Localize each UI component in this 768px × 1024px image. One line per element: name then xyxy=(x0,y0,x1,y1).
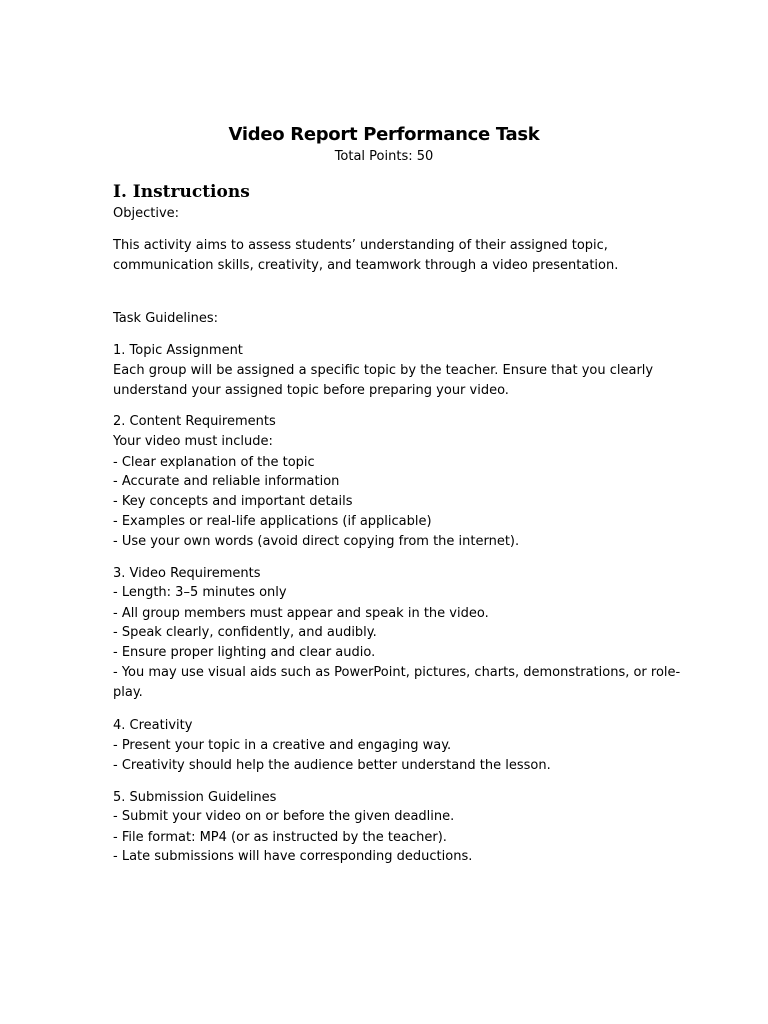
guideline-line: - Late submissions will have corresponding deductions. xyxy=(113,849,473,864)
guideline-line: - Use your own words (avoid direct copying from the internet). xyxy=(113,534,520,549)
guideline-line: - Speak clearly, confidently, and audibly. xyxy=(113,625,377,640)
guideline-line: - File format: MP4 (or as instructed by the teacher). xyxy=(113,830,447,845)
guideline-line: - All group members must appear and speak in the video. xyxy=(113,606,489,621)
section-heading-instructions: I. Instructions xyxy=(113,182,250,202)
guideline-line: Each group will be assigned a specific topic by the teacher. Ensure that you clearly xyxy=(113,363,654,378)
guideline-line: - Submit your video on or before the given deadline. xyxy=(113,809,455,824)
objective-text-line: communication skills, creativity, and teamwork through a video presentation. xyxy=(113,258,619,273)
guideline-heading-creativity: 4. Creativity xyxy=(113,718,193,733)
guideline-line: - Creativity should help the audience better understand the lesson. xyxy=(113,758,551,773)
guideline-line: - Examples or real-life applications (if applicable) xyxy=(113,514,432,529)
guideline-line: understand your assigned topic before preparing your video. xyxy=(113,383,509,398)
guideline-line: - Accurate and reliable information xyxy=(113,474,340,489)
guideline-line: Your video must include: xyxy=(113,434,273,449)
task-guidelines-label: Task Guidelines: xyxy=(113,311,218,326)
guideline-line: play. xyxy=(113,685,143,700)
guideline-heading-topic-assignment: 1. Topic Assignment xyxy=(113,343,243,358)
objective-text-line: This activity aims to assess students’ understanding of their assigned topic, xyxy=(113,238,608,253)
guideline-line: - Clear explanation of the topic xyxy=(113,455,315,470)
guideline-line: - Ensure proper lighting and clear audio. xyxy=(113,645,376,660)
total-points: Total Points: 50 xyxy=(334,149,434,164)
guideline-line: - Present your topic in a creative and engaging way. xyxy=(113,738,452,753)
guideline-line: - Key concepts and important details xyxy=(113,494,353,509)
guideline-heading-submission-guidelines: 5. Submission Guidelines xyxy=(113,790,277,805)
objective-label: Objective: xyxy=(113,206,180,221)
guideline-heading-video-requirements: 3. Video Requirements xyxy=(113,566,261,581)
guideline-line: - Length: 3–5 minutes only xyxy=(113,585,287,600)
guideline-heading-content-requirements: 2. Content Requirements xyxy=(113,414,276,429)
document-title: Video Report Performance Task xyxy=(228,124,540,145)
guideline-line: - You may use visual aids such as PowerPoint, pictures, charts, demonstrations, or role- xyxy=(113,665,681,680)
